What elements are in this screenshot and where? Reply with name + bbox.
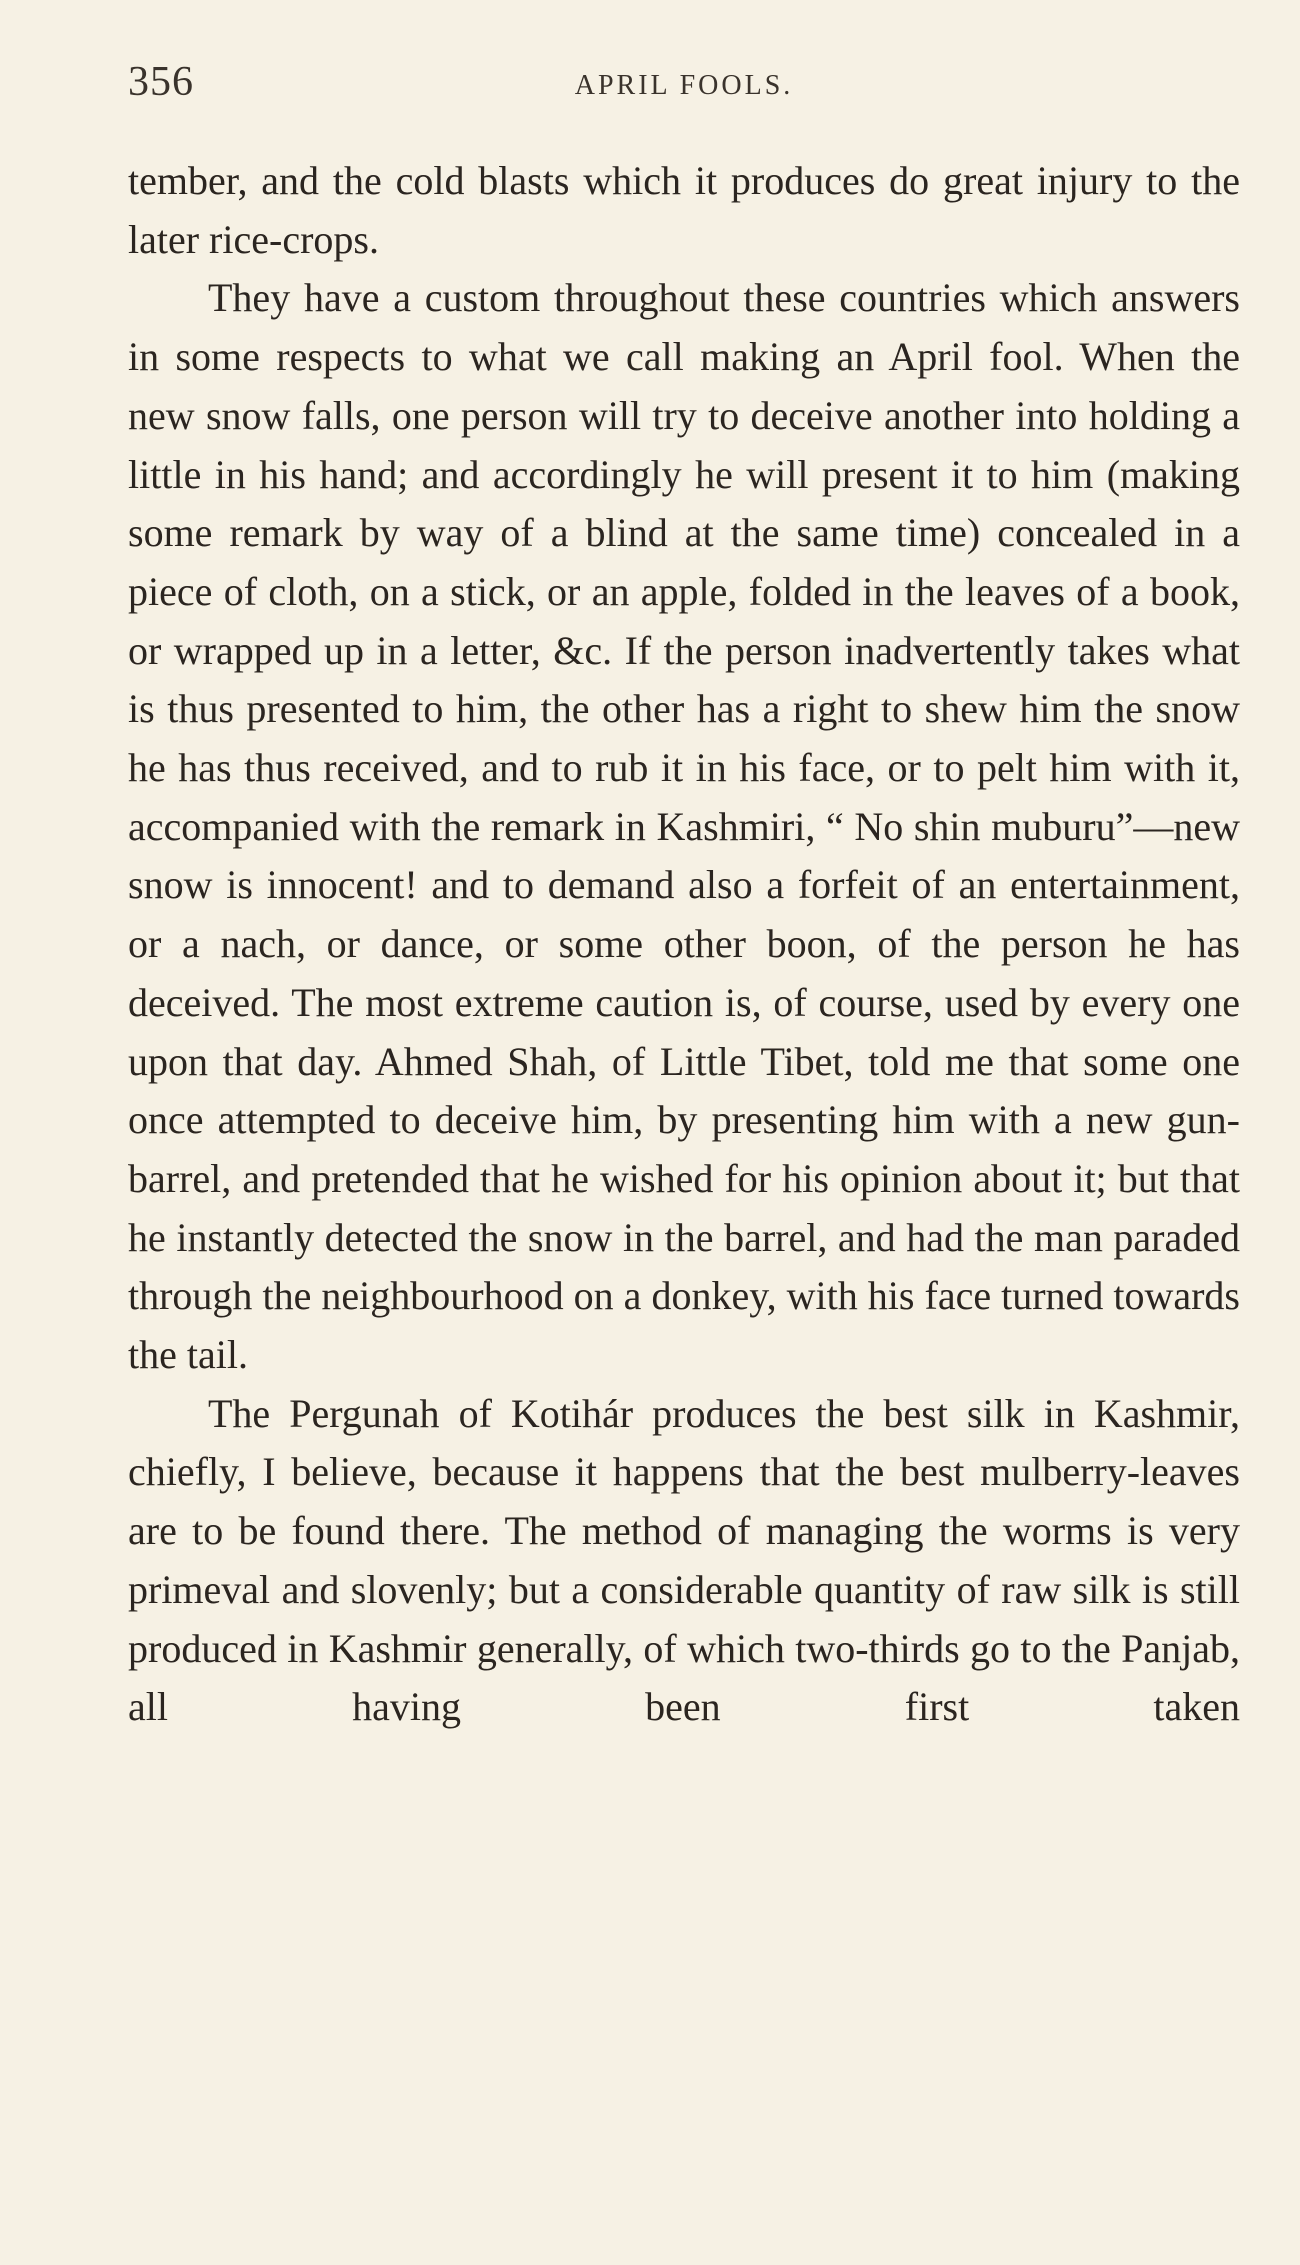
page-header	[128, 58, 1240, 118]
paragraph-continuation: tember, and the cold blasts which it produces do great injury to the later rice-crops.	[128, 158, 1240, 262]
body-text	[128, 152, 1240, 1737]
paragraph-april-fool-custom: They have a custom throughout these countries which answers in some respects to what we call making an April fool. When the new snow falls, one person will try to deceive another into holding a little in his hand; and accordingly he will present it to him (making some remark by way of a blind at the same time) concealed in a piece of cloth, on a stick, or an apple, folded in the leaves of a book, or wrapped up in a letter, &c. If the person inadvertently takes what is thus presented to him, the other has a right to shew him the snow he has thus received, and to rub it in his face, or to pelt him with it, accompanied with the remark in Kashmiri, “ No shin muburu”—new snow is innocent! and to demand also a forfeit of an entertainment, or a nach, or dance, or some other boon, of the person he has deceived. The most extreme caution is, of course, used by every one upon that day. Ahmed Shah, of Little Tibet, told me that some one once attempted to deceive him, by presenting him with a new gun-barrel, and pretended that he wished for his opinion about it; but that he instantly detected the snow in the barrel, and had the man paraded through the neighbourhood on a donkey, with his face turned towards the tail.	[128, 275, 1240, 1378]
running-title: APRIL FOOLS.	[574, 70, 794, 101]
page-number: 356	[128, 59, 194, 105]
paragraph-silk-kotihar: The Pergunah of Kotihár produces the best silk in Kashmir, chiefly, I believe, because it happens that the best mulberry-leaves are to be found there. The method of managing the worms is very primeval and slovenly; but a considerable quantity of raw silk is still produced in Kashmir generally, of which two-thirds go to the Panjab, all having been first taken	[128, 1390, 1240, 1730]
